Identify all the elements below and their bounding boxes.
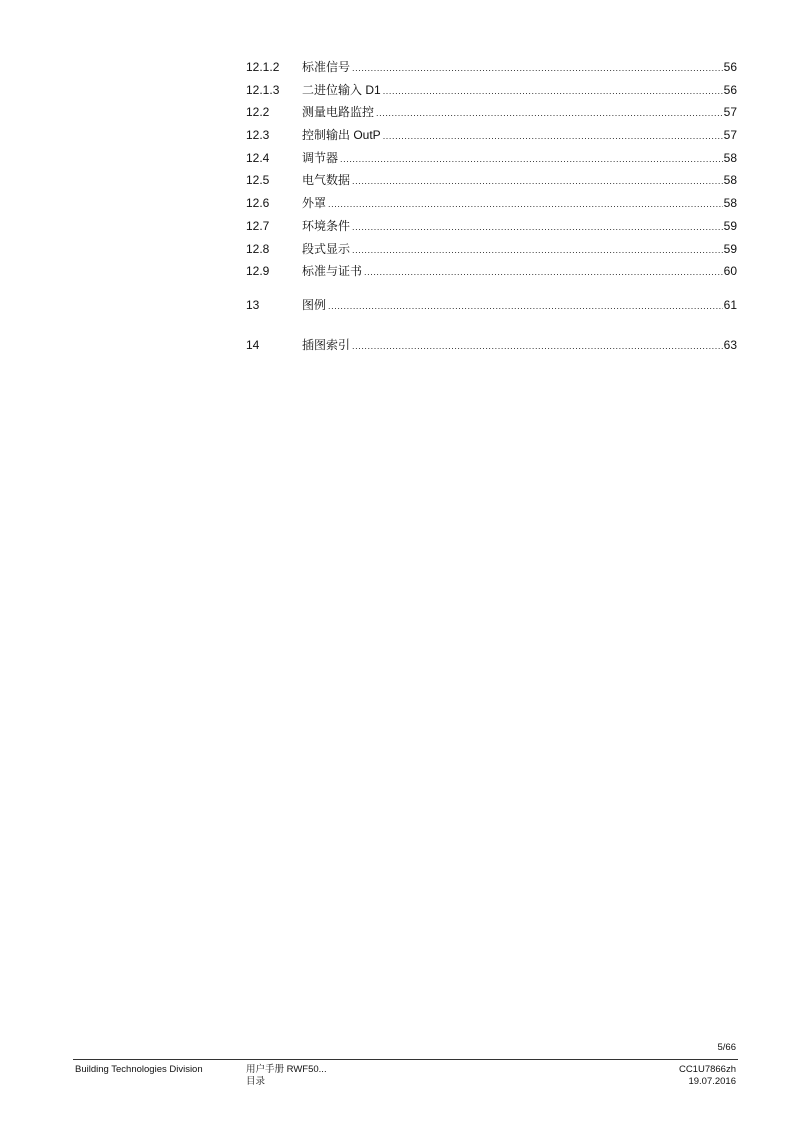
toc-entry-page: 57 bbox=[723, 128, 737, 143]
toc-leader-dots bbox=[340, 149, 723, 169]
toc-entry-page: 58 bbox=[723, 196, 737, 211]
footer-date: 19.07.2016 bbox=[688, 1076, 736, 1087]
toc-entry[interactable] bbox=[246, 170, 737, 193]
toc-leader-dots bbox=[352, 240, 723, 260]
toc-entry-title: 标准与证书 bbox=[302, 264, 363, 279]
toc-entry-page: 56 bbox=[723, 60, 737, 74]
page-number: 5/66 bbox=[717, 1042, 736, 1053]
toc-entry-number: 12.6 bbox=[246, 196, 270, 211]
toc-entry-number: 12.1.2 bbox=[246, 60, 280, 74]
toc-leader-dots bbox=[352, 217, 723, 237]
toc-leader-dots bbox=[376, 103, 723, 123]
toc-entry-number: 12.7 bbox=[246, 218, 270, 233]
toc-entry-number: 12.2 bbox=[246, 105, 270, 120]
toc-entry-number: 12.3 bbox=[246, 128, 270, 143]
toc-entry-title: 插图索引 bbox=[302, 337, 351, 352]
toc-entry-number: 12.4 bbox=[246, 150, 270, 165]
toc-entry[interactable] bbox=[246, 102, 737, 125]
toc-entry-page: 63 bbox=[723, 337, 737, 352]
toc-entry[interactable] bbox=[246, 125, 737, 148]
toc-entry-title: 控制输出 OutP bbox=[302, 128, 381, 143]
toc-entry-number: 12.1.3 bbox=[246, 82, 280, 97]
footer-document-info bbox=[246, 1064, 327, 1088]
footer-section-name: 目录 bbox=[246, 1076, 266, 1087]
toc-entry[interactable] bbox=[246, 295, 737, 318]
toc-leader-dots bbox=[383, 126, 723, 146]
footer-divider bbox=[73, 1059, 738, 1060]
toc-entry[interactable] bbox=[246, 148, 737, 171]
toc-entry-page: 58 bbox=[723, 173, 737, 188]
footer-document-id: CC1U7866zh bbox=[678, 1064, 736, 1075]
toc-entry-page: 61 bbox=[723, 297, 737, 312]
toc-entry-page: 60 bbox=[723, 264, 737, 279]
toc-entry[interactable] bbox=[246, 193, 737, 216]
toc-entry[interactable] bbox=[246, 216, 737, 239]
toc-entry-title: 标准信号 bbox=[302, 60, 351, 74]
toc-entry-title: 外罩 bbox=[302, 196, 327, 211]
toc-entry[interactable] bbox=[246, 57, 737, 80]
footer-document-meta bbox=[679, 1064, 736, 1088]
toc-entry-page: 58 bbox=[723, 150, 737, 165]
toc-entry[interactable] bbox=[246, 335, 737, 358]
toc-entry-number: 13 bbox=[246, 297, 260, 312]
toc-entry-page: 56 bbox=[723, 82, 737, 97]
toc-leader-dots bbox=[328, 296, 723, 316]
toc-leader-dots bbox=[352, 58, 723, 78]
toc-entry-title: 环境条件 bbox=[302, 218, 351, 233]
toc-leader-dots bbox=[352, 336, 723, 356]
toc-entry-title: 二进位输入 D1 bbox=[302, 82, 381, 97]
toc-entry-title: 测量电路监控 bbox=[302, 105, 375, 120]
toc-entry-title: 图例 bbox=[302, 297, 327, 312]
footer-division: Building Technologies Division bbox=[75, 1064, 203, 1075]
toc-entry-page: 59 bbox=[723, 241, 737, 256]
toc-entry-number: 12.8 bbox=[246, 241, 270, 256]
toc-entry-number: 14 bbox=[246, 337, 260, 352]
toc-entry[interactable] bbox=[246, 261, 737, 284]
toc-leader-dots bbox=[383, 81, 723, 101]
toc-entry-number: 12.9 bbox=[246, 264, 270, 279]
toc-entry-title: 电气数据 bbox=[302, 173, 351, 188]
toc-entry[interactable] bbox=[246, 80, 737, 103]
toc-leader-dots bbox=[352, 171, 723, 191]
toc-entry[interactable] bbox=[246, 239, 737, 262]
toc-entry-number: 12.5 bbox=[246, 173, 270, 188]
toc-entry-title: 段式显示 bbox=[302, 241, 351, 256]
toc-leader-dots bbox=[364, 262, 723, 282]
toc-entry-page: 57 bbox=[723, 105, 737, 120]
toc-entry-page: 59 bbox=[723, 218, 737, 233]
footer-manual-title: 用户手册 RWF50... bbox=[246, 1064, 327, 1075]
toc-leader-dots bbox=[328, 194, 723, 214]
toc-entry-title: 调节器 bbox=[302, 150, 339, 165]
table-of-contents bbox=[246, 57, 737, 357]
